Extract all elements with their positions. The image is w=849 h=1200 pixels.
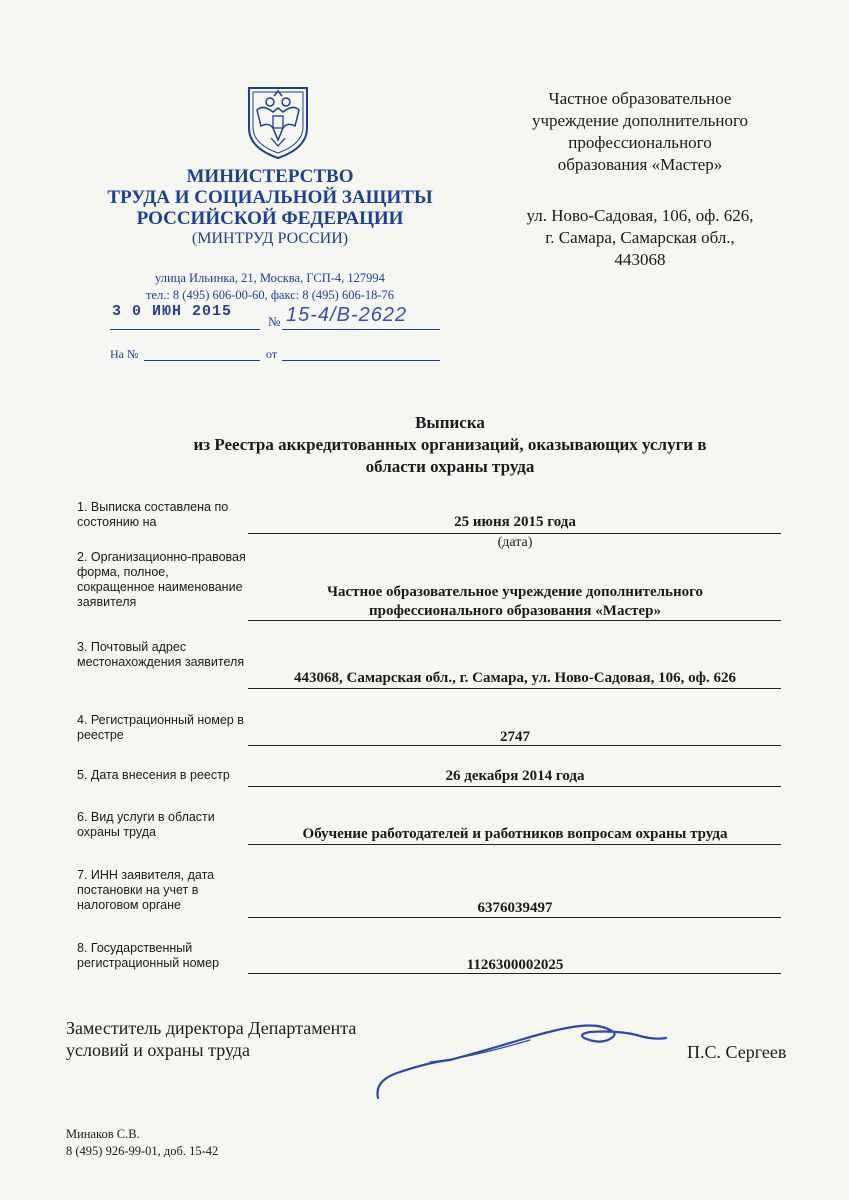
ministry-name-line1: МИНИСТЕРСТВО bbox=[186, 166, 354, 187]
field-underline-5 bbox=[248, 786, 781, 787]
field-underline-3 bbox=[248, 688, 781, 689]
ministry-address: улица Ильинка, 21, Москва, ГСП-4, 127994 bbox=[155, 271, 385, 285]
field-value-2-line1: Частное образовательное учреждение дополнительного bbox=[326, 584, 704, 600]
ministry-name-line2: ТРУДА И СОЦИАЛЬНОЙ ЗАЩИТЫ bbox=[107, 187, 433, 208]
recipient-address-line: 443068 bbox=[614, 250, 666, 269]
field-value-2-line2: профессионального образования «Мастер» bbox=[369, 603, 661, 619]
date-underline bbox=[110, 329, 260, 330]
ref-date-line bbox=[282, 360, 440, 361]
executor-phone: 8 (495) 926-99-01, доб. 15-42 bbox=[66, 1144, 219, 1158]
field-note-1: (дата) bbox=[497, 535, 533, 550]
signer-position-line2: условий и охраны труда bbox=[66, 1040, 250, 1060]
field-value-1: 25 июня 2015 года bbox=[454, 514, 576, 530]
field-label-2: 2. Организационно-правовая форма, полное, сокращенное наименование заявителя bbox=[77, 550, 246, 609]
handwritten-signature bbox=[370, 1000, 670, 1110]
number-sign: № bbox=[268, 314, 281, 329]
field-label-1: 1. Выписка составлена по состоянию на bbox=[77, 500, 229, 529]
signer-position-line1: Заместитель директора Департамента bbox=[66, 1018, 357, 1038]
field-label-3: 3. Почтовый адрес местонахождения заявителя bbox=[77, 640, 245, 669]
document-title-line3: области охраны труда bbox=[365, 457, 535, 476]
ministry-name-line3: РОССИЙСКОЙ ФЕДЕРАЦИИ bbox=[136, 208, 404, 229]
field-underline-2 bbox=[248, 620, 781, 621]
recipient-name-line: учреждение дополнительного bbox=[531, 111, 749, 130]
recipient-address bbox=[490, 205, 790, 271]
ref-label: На № bbox=[110, 347, 139, 361]
ref-number-line bbox=[144, 360, 260, 361]
field-underline-6 bbox=[248, 844, 781, 845]
field-label-6: 6. Вид услуги в области охраны труда bbox=[77, 810, 215, 839]
ministry-short-name: (МИНТРУД РОССИИ) bbox=[191, 230, 349, 247]
ministry-phones: тел.: 8 (495) 606-00-60, факс: 8 (495) 606-18-76 bbox=[145, 288, 395, 302]
field-underline-1 bbox=[248, 533, 781, 534]
field-underline-7 bbox=[248, 917, 781, 918]
field-label-4: 4. Регистрационный номер в реестре bbox=[77, 713, 244, 742]
executor-name: Минаков С.В. bbox=[66, 1127, 140, 1141]
number-underline bbox=[282, 329, 440, 330]
recipient-name-line: образования «Мастер» bbox=[557, 155, 723, 174]
recipient-address-line: г. Самара, Самарская обл., bbox=[545, 228, 735, 247]
signer-name: П.С. Сергеев bbox=[687, 1042, 787, 1062]
coat-of-arms-emblem bbox=[243, 82, 313, 160]
field-underline-4 bbox=[248, 745, 781, 746]
field-value-3: 443068, Самарская обл., г. Самара, ул. Ново-Садовая, 106, оф. 626 bbox=[294, 670, 736, 686]
recipient-name bbox=[490, 88, 790, 176]
outgoing-number: 15-4/В-2622 bbox=[286, 304, 408, 326]
field-label-7: 7. ИНН заявителя, дата постановки на учет в налоговом органе bbox=[77, 868, 215, 912]
recipient-name-line: Частное образовательное bbox=[548, 89, 732, 108]
field-value-4: 2747 bbox=[500, 729, 530, 745]
field-value-5: 26 декабря 2014 года bbox=[445, 768, 585, 784]
document-title: Выписка bbox=[415, 413, 485, 432]
field-value-6: Обучение работодателей и работников вопросам охраны труда bbox=[302, 826, 728, 842]
field-value-8: 1126300002025 bbox=[466, 957, 564, 973]
ref-from-label: от bbox=[266, 347, 278, 361]
field-value-7: 6376039497 bbox=[477, 900, 553, 916]
field-label-5: 5. Дата внесения в реестр bbox=[77, 768, 230, 782]
date-stamp: 3 0 ИЮН 2015 bbox=[112, 303, 233, 320]
recipient-address-line: ул. Ново-Садовая, 106, оф. 626, bbox=[526, 206, 754, 225]
field-underline-8 bbox=[248, 973, 781, 974]
field-label-8: 8. Государственный регистрационный номер bbox=[77, 941, 220, 970]
recipient-name-line: профессионального bbox=[568, 133, 712, 152]
document-title-line2: из Реестра аккредитованных организаций, оказывающих услуги в bbox=[193, 435, 707, 454]
